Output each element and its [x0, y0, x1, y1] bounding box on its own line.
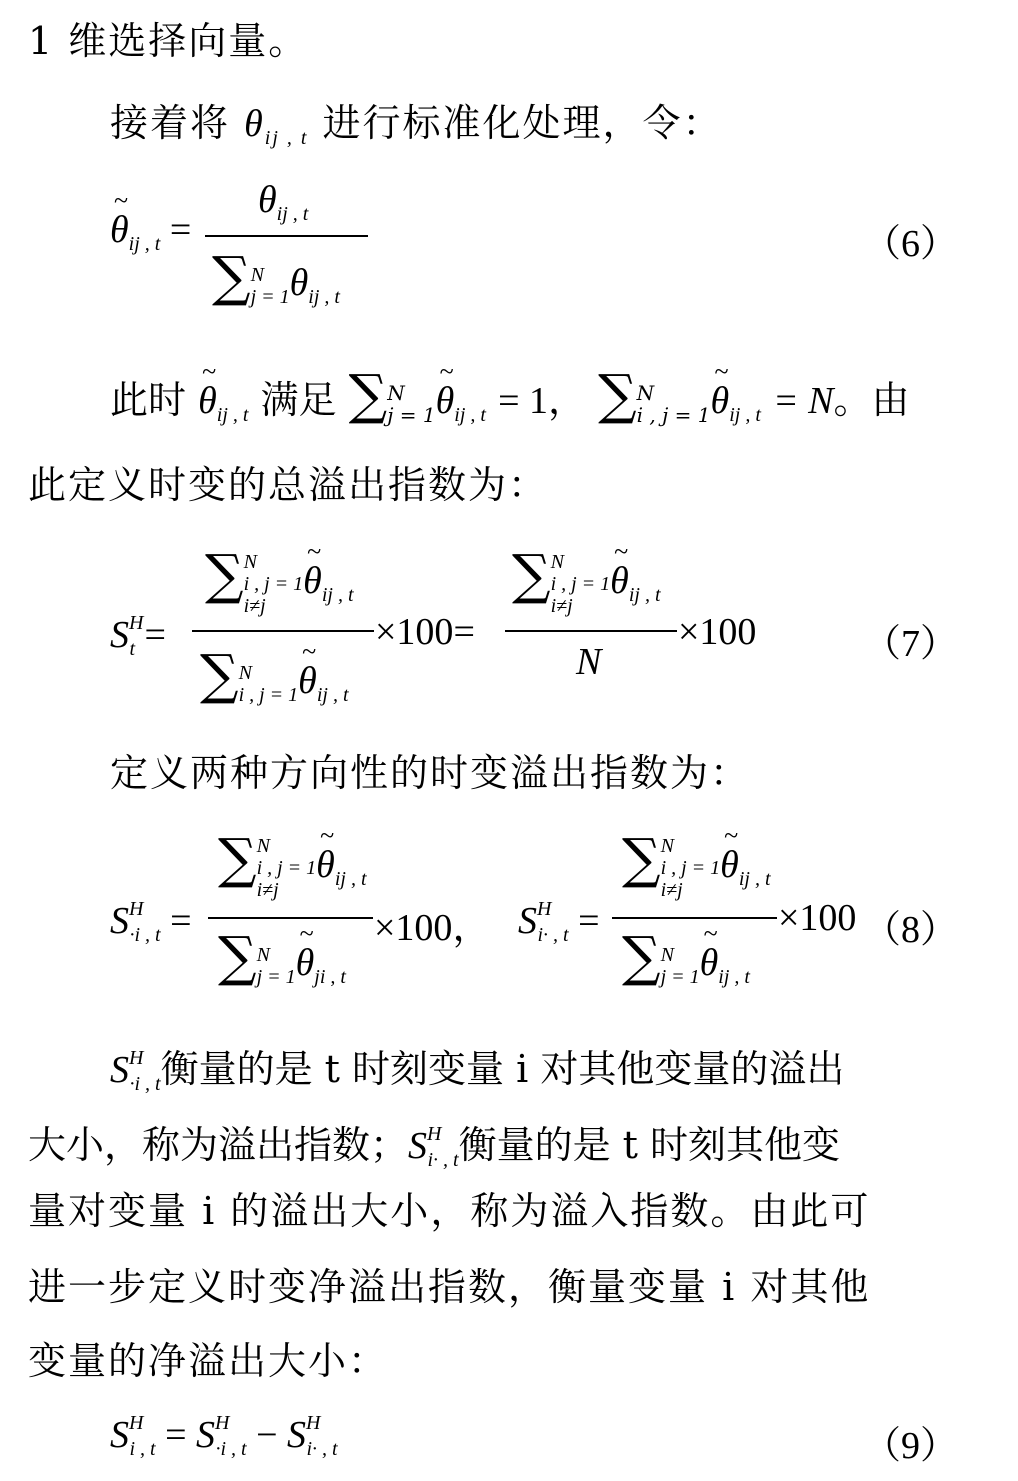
- eq7-denominator-1: ∑N i , j = 1~ $\theta_{ij , t}$: [200, 648, 349, 707]
- paragraph-line-7: 大小，称为溢出指数；$S^H_{i\cdot , t}$衡量的是 t 时刻其他变: [28, 1123, 841, 1171]
- eq8-denominator-1: ∑N j = 1~ $\theta_{ji , t}$: [218, 930, 346, 989]
- paragraph-line-8: 量对变量 i 的溢出大小，称为溢入指数。由此可: [28, 1189, 871, 1233]
- text-p1: 1 维选择向量。: [28, 19, 309, 63]
- eq8-denominator-2: ∑N j = 1~ $\theta_{ij , t}$: [622, 930, 750, 989]
- eq6-denominator: ∑N $j = 1\theta_{ij , t}$: [212, 245, 340, 309]
- text-p2-lead: 接着将: [110, 101, 231, 145]
- paragraph-line-10: 变量的净溢出大小：: [28, 1339, 389, 1383]
- text-p2-tail: 进行标准化处理，令：: [322, 101, 723, 145]
- eq8-numerator-1: ∑N i , j = 1 i≠j~ $\theta_{ij , t}$: [218, 832, 367, 901]
- eq8-number: （8）: [862, 909, 958, 951]
- eq7-number: （7）: [862, 623, 958, 665]
- eq8-lhs-1: $S^H_{\cdot i , t}$ =: [110, 898, 192, 946]
- paragraph-line-5: 定义两种方向性的时变溢出指数为：: [110, 751, 751, 795]
- paragraph-line-9: 进一步定义时变净溢出指数，衡量变量 i 对其他: [28, 1265, 871, 1309]
- paragraph-line-3: 此时 ~ $\theta_{ij , t}$ 满足 ∑N j = 1~ $\theta_{ij , t} = 1$， ∑N i , j = 1~ $\theta_{ij , t} = N$。由: [110, 368, 909, 427]
- eq8-numerator-2: ∑N i , j = 1 i≠j~ $\theta_{ij , t}$: [622, 832, 771, 901]
- paragraph-line-6: $S^H_{\cdot i , t}$衡量的是 t 时刻变量 i 对其他变量的溢出: [110, 1047, 845, 1095]
- eq6-fraction-bar: [205, 235, 368, 237]
- eq7-denominator-2: N: [576, 641, 602, 683]
- paragraph-line-4: 此定义时变的总溢出指数为：: [28, 463, 549, 507]
- sum-symbol: ∑: [212, 245, 251, 308]
- eq7-lhs: $S^H_t$ =: [110, 612, 166, 660]
- eq8-times100-2: ×100: [778, 897, 857, 939]
- eq6-numerator: $\theta_{ij , t}$: [258, 179, 309, 225]
- eq8-fraction-bar-1: [208, 917, 373, 919]
- eq7-times100-1: ×100=: [375, 611, 475, 653]
- eq8-times100-1: ×100，: [374, 907, 491, 949]
- eq8-lhs-2: $S^H_{i\cdot , t}$ =: [518, 898, 600, 946]
- eq7-times100-2: ×100: [678, 611, 757, 653]
- theta-symbol: $\theta_{ij , t}$: [244, 103, 309, 149]
- eq7-fraction-bar-1: [192, 630, 374, 632]
- eq6-lhs: ~ $\theta_{ij , t}$ =: [110, 208, 191, 256]
- eq7-numerator-2: ∑N i , j = 1 i≠j~ $\theta_{ij , t}$: [512, 548, 661, 617]
- paragraph-line-1: [28, 18, 308, 64]
- paragraph-line-2: [110, 100, 723, 161]
- eq7-numerator-1: ∑N i , j = 1 i≠j~ $\theta_{ij , t}$: [205, 548, 354, 617]
- eq8-fraction-bar-2: [612, 917, 777, 919]
- eq9-number: （9）: [862, 1425, 958, 1467]
- eq7-fraction-bar-2: [505, 630, 677, 632]
- eq9: $S^H_{i , t} = S^H_{\cdot i , t} - S^H_{i\cdot , t}$: [110, 1412, 338, 1460]
- eq6-number: （6）: [862, 223, 958, 265]
